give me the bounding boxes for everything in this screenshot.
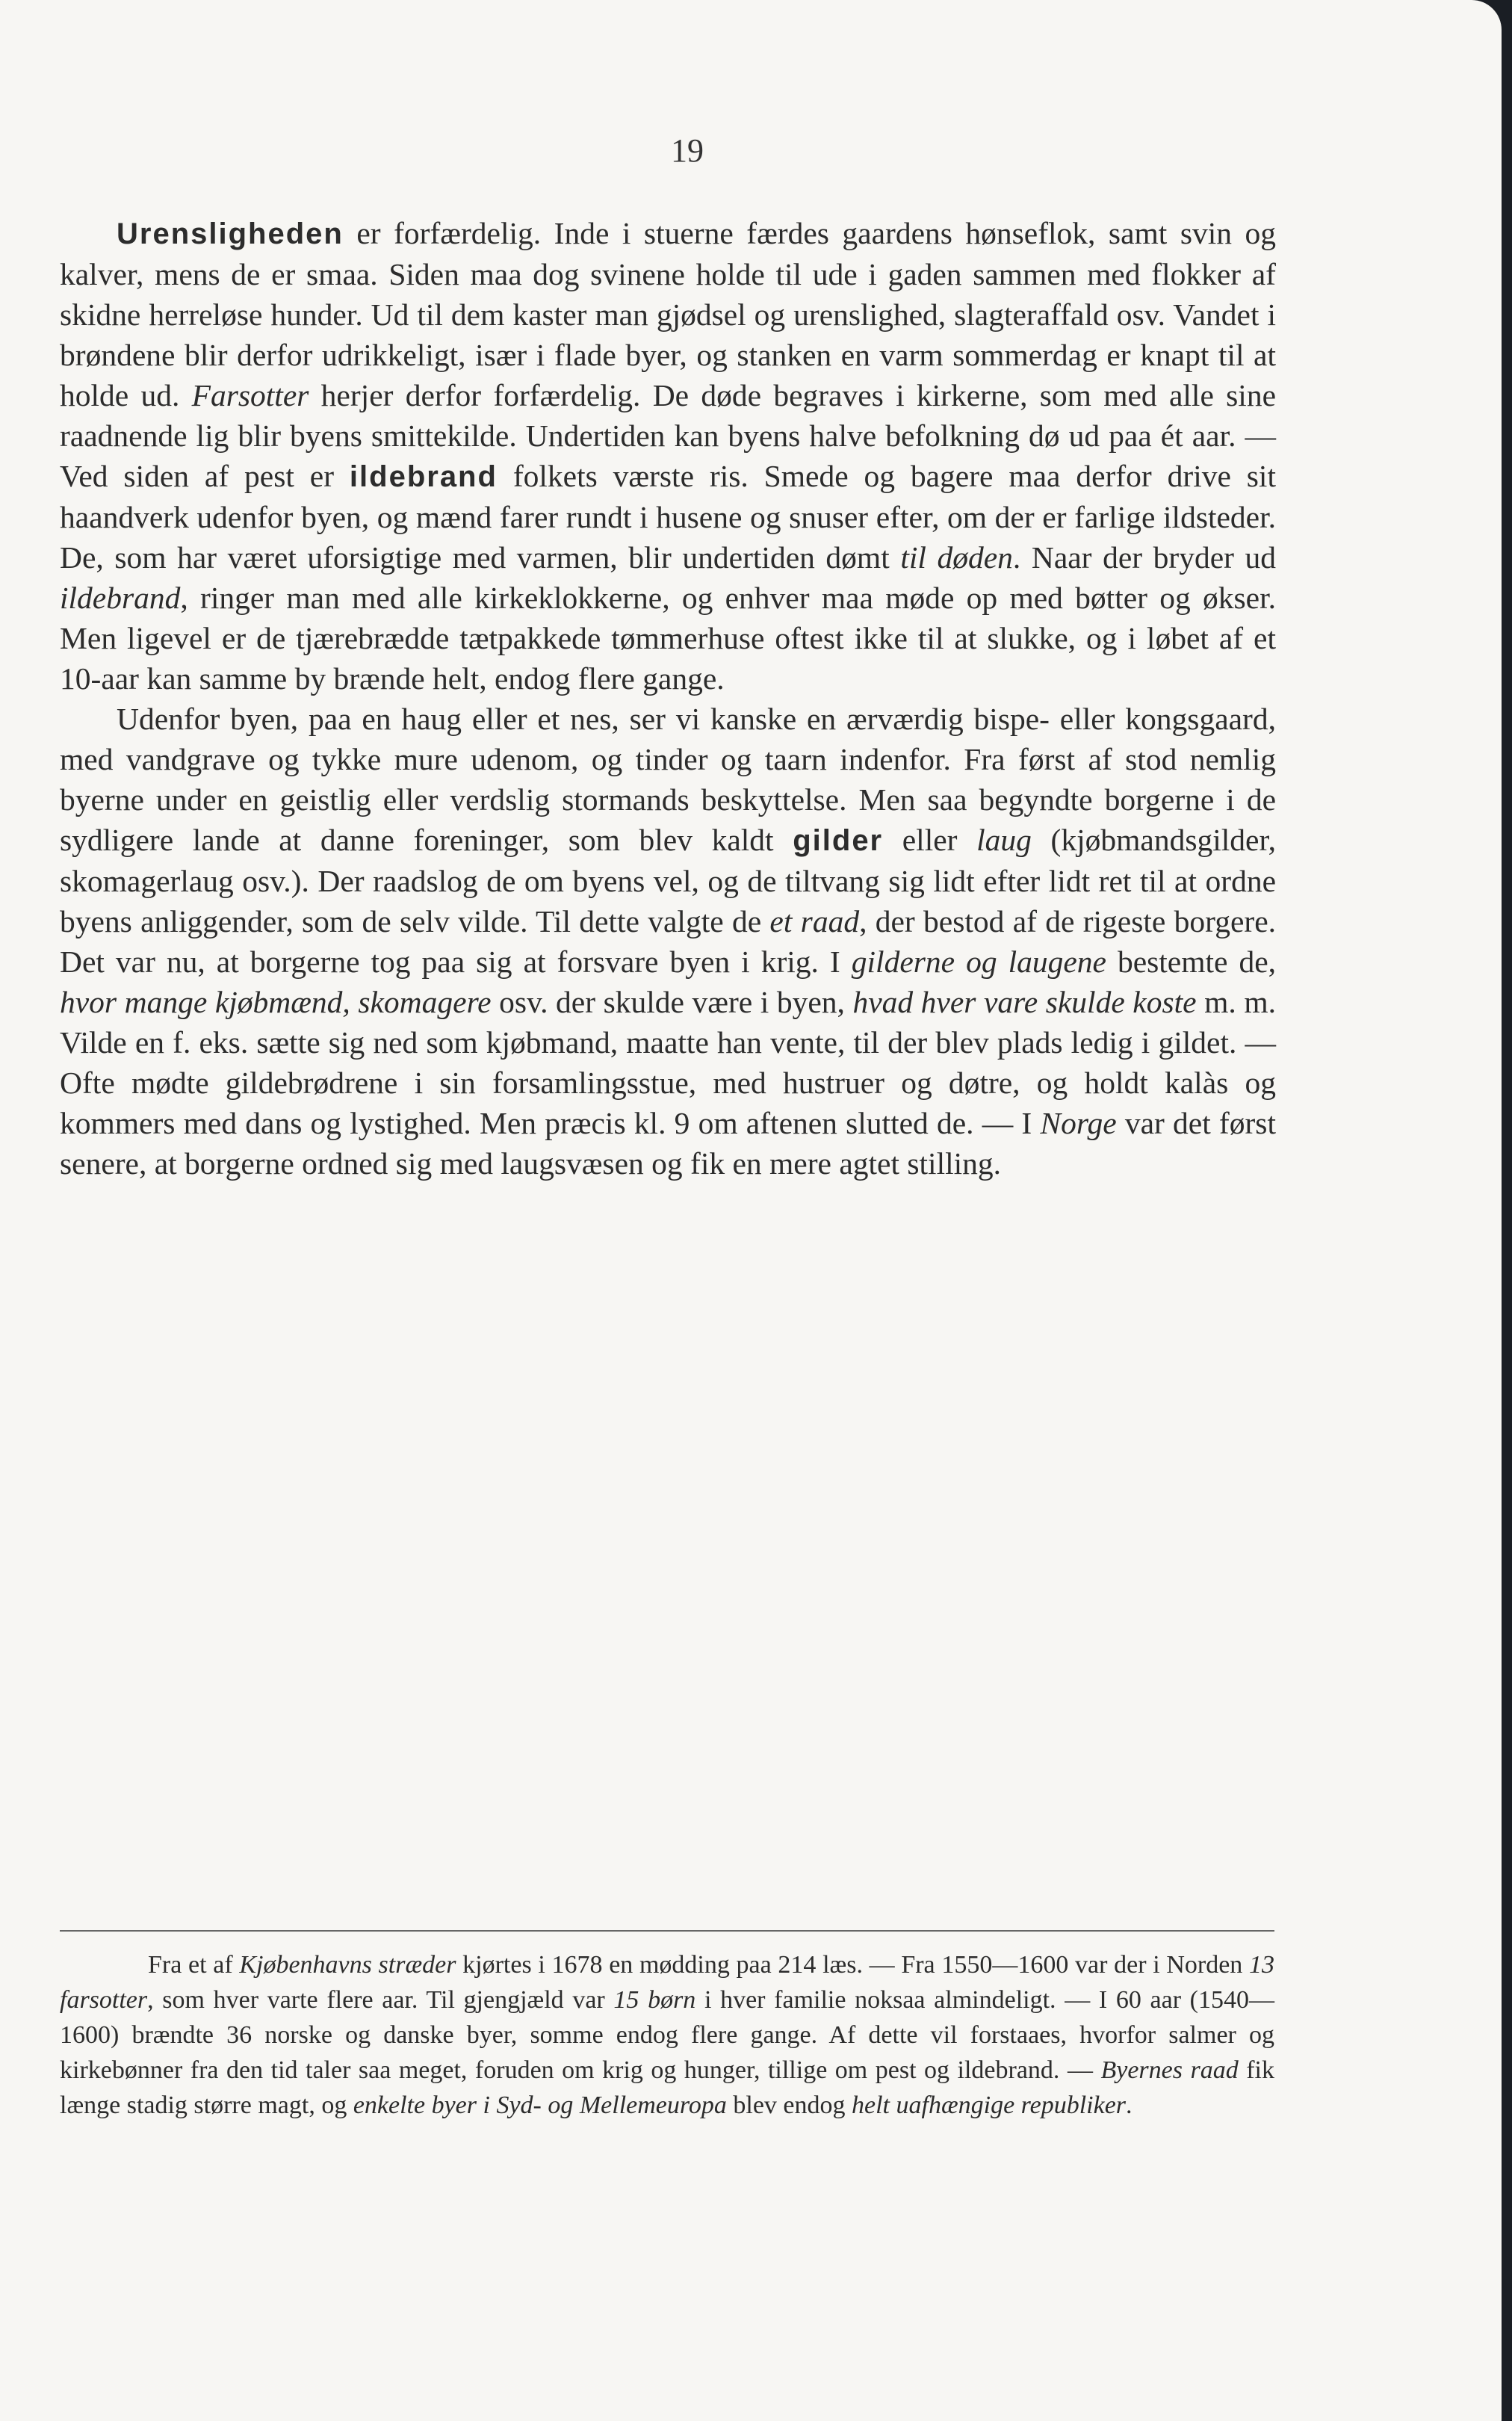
text-run: . Naar der bryder ud [1012, 540, 1277, 575]
emph-helt-uafhaengige: helt uafhængige republiker [852, 2091, 1127, 2119]
text-run: er forfærdelig. Inde i stuerne færdes gaardens hønseflok, samt svin og kalver, mens de er smaa. Siden maa dog svinene holde til ude i gaden sammen med flokker af skidne herreløse hunder. Ud til dem kaster man gjødsel og urenslighed, slagteraffald osv. Vandet i brøndene blir derfor udrikkeligt, især i flade byer, og stanken en varm sommerdag er knapt til at holde ud. [60, 216, 1276, 412]
text-run: , der bestod af de rigeste borgere. Det var nu, at borgerne tog paa sig at forsvare byen i krig. I [60, 904, 1276, 979]
term-urensligheden: Urensligheden [117, 217, 344, 250]
emph-kjobenhavns-straeder: Kjøbenhavns stræder [239, 1951, 456, 1979]
emph-norge: Norge [1040, 1106, 1117, 1140]
emph-enkelte-byer: enkelte byer i Syd- og Mellemeuropa [353, 2091, 727, 2119]
paragraph-guilds [60, 699, 1276, 1184]
text-run: bestemte de, [1106, 944, 1277, 979]
text-run: Fra et af [148, 1951, 240, 1979]
emph-til-doden: til døden [900, 540, 1013, 575]
footnote-paragraph [60, 1947, 1274, 2123]
emph-13-farsotter: 13 farsotter [60, 1951, 1274, 2014]
term-ildebrand: ildebrand [349, 460, 498, 493]
text-run: eller [883, 823, 977, 857]
emph-laug: laug [976, 823, 1032, 857]
text-run: m. m. Vilde en f. eks. sætte sig ned som kjøbmand, maatte han vente, til der blev plads ledig i gildet. — Ofte mødte gildebrødrene i sin forsamlingsstue, med hustruer og døtre, og holdt kalàs og kommers med dans og lystighed. Men præcis kl. 9 om aftenen slutted de. — I [60, 985, 1277, 1140]
text-run: Udenfor byen, paa en haug eller et nes, ser vi kanske en ærværdig bispe- eller kongsgaard, med vandgrave og tykke mure udenom, og tinder og taarn indenfor. Fra først af stod nemlig byerne under en geistlig eller verdslig stormands beskyttelse. Men saa begyndte borgerne i de sydligere lande at danne foreninger, som blev kaldt [60, 702, 1276, 857]
footnote-divider [60, 1930, 1274, 1932]
emph-hvor-mange: hvor mange kjøbmænd, skomagere [60, 985, 492, 1019]
page-number: 19 [671, 132, 704, 169]
text-run: folkets værste ris. Smede og bagere maa derfor drive sit haandverk udenfor byen, og mænd farer rundt i husene og snuser efter, om der er farlige ildsteder. De, som har været uforsigtige med varmen, blir undertiden dømt [60, 459, 1276, 575]
footnote [60, 1947, 1274, 2123]
emph-15-born: 15 børn [613, 1986, 696, 2014]
text-run: blev endog [726, 2091, 852, 2119]
text-run: osv. der skulde være i byen, [491, 985, 853, 1019]
text-run: . [1126, 2091, 1133, 2119]
text-run: fik længe stadig større magt, og [60, 2056, 1274, 2119]
emph-byernes-raad: Byernes raad [1100, 2056, 1239, 2084]
emph-et-raad: et raad [769, 904, 860, 939]
paragraph-cleanliness-fire [60, 213, 1276, 699]
main-text [60, 213, 1276, 1184]
text-run: i hver familie noksaa almindeligt. — I 60 aar (1540—1600) brændte 36 norske og danske byer, somme endog flere gange. Af dette vil forstaaes, hvorfor salmer og kirkebønner fra den tid taler saa meget, foruden om krig og hunger, tillige om pest og ildebrand. — [60, 1986, 1274, 2084]
text-run: kjørtes i 1678 en mødding paa 214 læs. — Fra 1550—1600 var der i Norden [456, 1951, 1249, 1979]
text-run: , ringer man med alle kirkeklokkerne, og enhver maa møde op med bøtter og økser. Men ligevel er de tjærebrædde tætpakkede tømmerhuse oftest ikke til at slukke, og i løbet af et 10-aar kan samme by brænde helt, endog flere gange. [60, 581, 1276, 696]
text-run: herjer derfor forfærdelig. De døde begraves i kirkerne, som med alle sine raadnende lig blir byens smittekilde. Undertiden kan byens halve befolkning dø ud paa ét aar. — Ved siden af pest er [60, 378, 1276, 493]
emph-hvad-hver-vare: hvad hver vare skulde koste [852, 985, 1197, 1019]
text-run: (kjøbmandsgilder, skomagerlaug osv.). Der raadslog de om byens vel, og de tiltvang sig lidt efter lidt ret til at ordne byens anliggender, som de selv vilde. Til dette valgte de [60, 823, 1276, 939]
emph-ildebrand: ildebrand [60, 581, 181, 615]
term-gilder: gilder [793, 824, 884, 857]
text-run: , som hver varte flere aar. Til gjengjæld var [147, 1986, 614, 2014]
emph-gilderne-og-laugene: gilderne og laugene [851, 944, 1106, 979]
emph-farsotter: Farsotter [191, 378, 309, 412]
text-run: var det først senere, at borgerne ordned sig med laugsvæsen og fik en mere agtet stilling. [60, 1106, 1276, 1181]
